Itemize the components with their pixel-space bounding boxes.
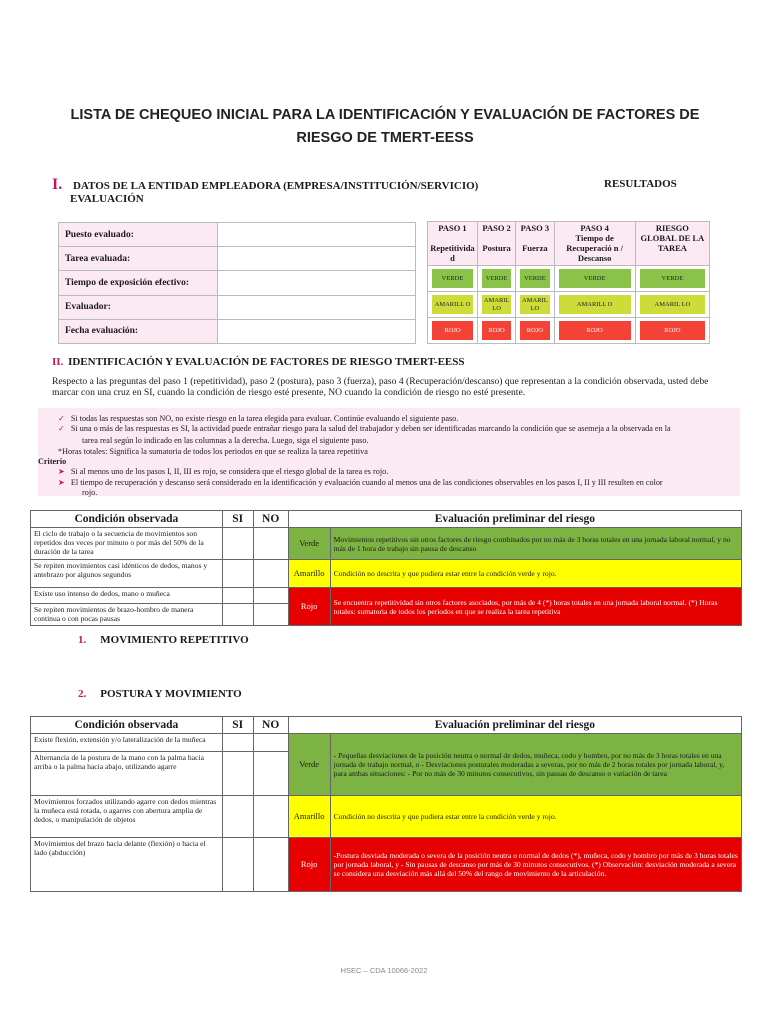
si-checkbox[interactable] [222,604,253,626]
field-label-evaluador: Evaluador: [59,295,218,319]
arrow-right-icon: ➤ [58,467,65,476]
checkmark-icon: ✓ [58,414,65,423]
no-checkbox[interactable] [253,796,288,838]
level-rojo: Rojo [288,588,330,626]
section-2-instructions: Respecto a las preguntas del paso 1 (repetitividad), paso 2 (postura), paso 3 (fuerza), paso 4 (Recuperación/descanso) que representan a la condición observada, usted debe marcar con una cruz en SI, cuando la condición de riesgo esté presente, NO cuando la condición de riesgo no esté presente. [52,376,709,398]
si-checkbox[interactable] [222,734,253,752]
header-evaluation: Evaluación preliminar del riesgo [288,717,741,734]
condition-cell: Movimientos forzados utilizando agarre con dedos mientras la muñeca está rotada, o agarres con abertura amplia de dedos, o manipulación de objetos [31,796,223,838]
results-label: RESULTADOS [604,178,677,190]
global-amarillo[interactable]: AMARIL LO [640,295,705,314]
level-verde: Verde [288,528,330,560]
arrow-right-icon: ➤ [58,478,65,487]
paso1-verde[interactable]: VERDE [432,269,473,288]
repetitive-movement-table [30,510,742,626]
condition-cell: El ciclo de trabajo o la secuencia de movimientos son repetidos dos veces por minuto o por más del 50% de la duración de la tarea [31,528,223,560]
posture-movement-table [30,716,742,892]
criteria-item-1: ➤ Si al menos uno de los pasos I, II, III es rojo, se considera que el riesgo global de la tarea es rojo. [58,467,389,476]
header-si: SI [222,717,253,734]
heading-posture: 2. POSTURA Y MOVIMIENTO [78,688,242,700]
header-no: NO [253,511,288,528]
paso3-rojo[interactable]: ROJO [520,321,549,340]
amarillo-description: Condición no descrita y que pudiera estar entre la condición verde y rojo. [330,560,741,588]
paso4-verde[interactable]: VERDE [559,269,631,288]
section-1-title: DATOS DE LA ENTIDAD EMPLEADORA (EMPRESA/INSTITUCIÓN/SERVICIO) [72,180,479,192]
rojo-description: Se encuentra repetitividad sin otros factores asociados, por más de 4 (*) horas totales en una jornada laboral normal. (*) Horas totales: sumatoria de todos los periodos en que se realiza la tarea repetitiva [330,588,741,626]
heading-repetitive: 1. MOVIMIENTO REPETITIVO [78,634,249,646]
no-checkbox[interactable] [253,752,288,796]
level-rojo: Rojo [288,838,330,892]
condition-cell: Se repiten movimientos casi idénticos de dedos, manos y antebrazo por algunos segundos [31,560,223,588]
criteria-box [38,408,740,496]
section-1-roman: I. [52,176,63,193]
field-input-tiempo[interactable] [218,271,416,295]
check-item-2: ✓ Si una o más de las respuestas es SI, la actividad puede entrañar riesgo para la salud del trabajador y deben ser identificadas marcando la condición que se asemeja a la observada en la [58,424,671,433]
paso4-amarillo[interactable]: AMARILL O [559,295,631,314]
no-checkbox[interactable] [253,734,288,752]
entity-info-table [58,222,416,344]
paso2-amarillo[interactable]: AMARIL LO [482,295,511,314]
paso1-amarillo[interactable]: AMARILL O [432,295,473,314]
result-header-global: RIESGO GLOBAL DE LA TAREA [635,222,709,266]
condition-cell: Existe uso intenso de dedos, mano o muñeca [31,588,223,604]
level-verde: Verde [288,734,330,796]
no-checkbox[interactable] [253,560,288,588]
field-input-fecha[interactable] [218,319,416,343]
paso2-verde[interactable]: VERDE [482,269,511,288]
check-item-1: ✓ Si todas las respuestas son NO, no existe riesgo en la tarea elegida para evaluar. Continúe evaluando el siguiente paso. [58,414,459,423]
page-title: LISTA DE CHEQUEO INICIAL PARA LA IDENTIFICACIÓN Y EVALUACIÓN DE FACTORES DE RIESGO DE TMERT-EESS [70,107,700,146]
no-checkbox[interactable] [253,838,288,892]
results-table [427,221,710,344]
result-header-paso2: PASO 2 Postura [477,222,515,266]
paso2-rojo[interactable]: ROJO [482,321,511,340]
si-checkbox[interactable] [222,588,253,604]
header-condition: Condición observada [31,717,223,734]
result-header-paso1: PASO 1 Repetitivida d [428,222,478,266]
paso3-amarillo[interactable]: AMARIL LO [520,295,549,314]
criteria-item-2: ➤ El tiempo de recuperación y descanso será considerado en la identificación y evaluación cuando al menos una de las condiciones observables en los pasos I, II y III resulten en color [58,478,663,487]
si-checkbox[interactable] [222,752,253,796]
field-input-puesto[interactable] [218,223,416,247]
hours-note: *Horas totales: Significa la sumatoria de todos los periodos en que se realiza la tarea repetitiva [58,447,368,456]
amarillo-description: Condición no descrita y que pudiera estar entre la condición verde y rojo. [330,796,741,838]
si-checkbox[interactable] [222,796,253,838]
criterio-label: Criterio [38,457,67,466]
si-checkbox[interactable] [222,528,253,560]
field-input-evaluador[interactable] [218,295,416,319]
paso1-rojo[interactable]: ROJO [432,321,473,340]
field-label-tiempo: Tiempo de exposición efectivo: [59,271,218,295]
checkmark-icon: ✓ [58,424,65,433]
field-input-tarea[interactable] [218,247,416,271]
header-evaluation: Evaluación preliminar del riesgo [288,511,741,528]
section-2-title: IDENTIFICACIÓN Y EVALUACIÓN DE FACTORES DE RIESGO TMERT-EESS [68,356,465,368]
field-label-fecha: Fecha evaluación: [59,319,218,343]
verde-description: - Pequeñas desviaciones de la posición neutra o normal de dedos, muñeca, codo y hombro, por no más de 3 horas totales en una jornada de trabajo normal, o - Desviaciones posturales moderadas a severas, por no más de 2 horas totales por jornada laboral, y, para ambas situaciones: - Por no más de 30 minutos consecutivos, sin pausas de descanso o variación de tarea [330,734,741,796]
paso4-rojo[interactable]: ROJO [559,321,631,340]
rojo-description: -Postura desviada moderada o severa de la posición neutra o normal de dedos (*), muñeca, codo y hombro por más de 3 horas totales por jornada laboral, y - Sin pausas de descanso por más de 30 minutos consecutivos. (*) Observación: desviación moderada a severa se considera una desviación más allá del 50% del rango de movimiento de la articulación. [330,838,741,892]
verde-description: Movimientos repetitivos sin otros factores de riesgo combinados por no más de 3 horas totales en una jornada laboral normal, y no más de 1 hora de trabajo sin pausa de descanso [330,528,741,560]
section-2-heading [52,356,464,368]
si-checkbox[interactable] [222,838,253,892]
no-checkbox[interactable] [253,588,288,604]
header-condition: Condición observada [31,511,223,528]
global-verde[interactable]: VERDE [640,269,705,288]
result-header-paso4: PASO 4 Tiempo de Recuperació n / Descanso [554,222,635,266]
condition-cell: Se repiten movimientos de brazo-hombro de manera continua o con pocas pausas [31,604,223,626]
condition-cell: Alternancia de la postura de la mano con la palma hacia arriba o la palma hacia abajo, utilizando agarre [31,752,223,796]
paso3-verde[interactable]: VERDE [520,269,549,288]
header-no: NO [253,717,288,734]
check-item-2-cont: tarea real según lo indicado en las columnas a la derecha. Luego, siga el siguiente paso. [82,436,369,445]
section-2-roman: II. [52,356,64,368]
field-label-puesto: Puesto evaluado: [59,223,218,247]
level-amarillo: Amarillo [288,560,330,588]
page-footer: HSEC – CDA 10066-2022 [340,966,428,975]
condition-cell: Existe flexión, extensión y/o lateralización de la muñeca [31,734,223,752]
header-si: SI [222,511,253,528]
section-1-heading [52,176,478,194]
no-checkbox[interactable] [253,528,288,560]
criteria-item-2-cont: rojo. [82,488,98,497]
level-amarillo: Amarillo [288,796,330,838]
global-rojo[interactable]: ROJO [640,321,705,340]
condition-cell: Movimientos del brazo hacia delante (flexión) o hacia el lado (abducción) [31,838,223,892]
result-header-paso3: PASO 3 Fuerza [516,222,554,266]
field-label-tarea: Tarea evaluada: [59,247,218,271]
si-checkbox[interactable] [222,560,253,588]
no-checkbox[interactable] [253,604,288,626]
evaluation-label: EVALUACIÓN [70,193,144,205]
